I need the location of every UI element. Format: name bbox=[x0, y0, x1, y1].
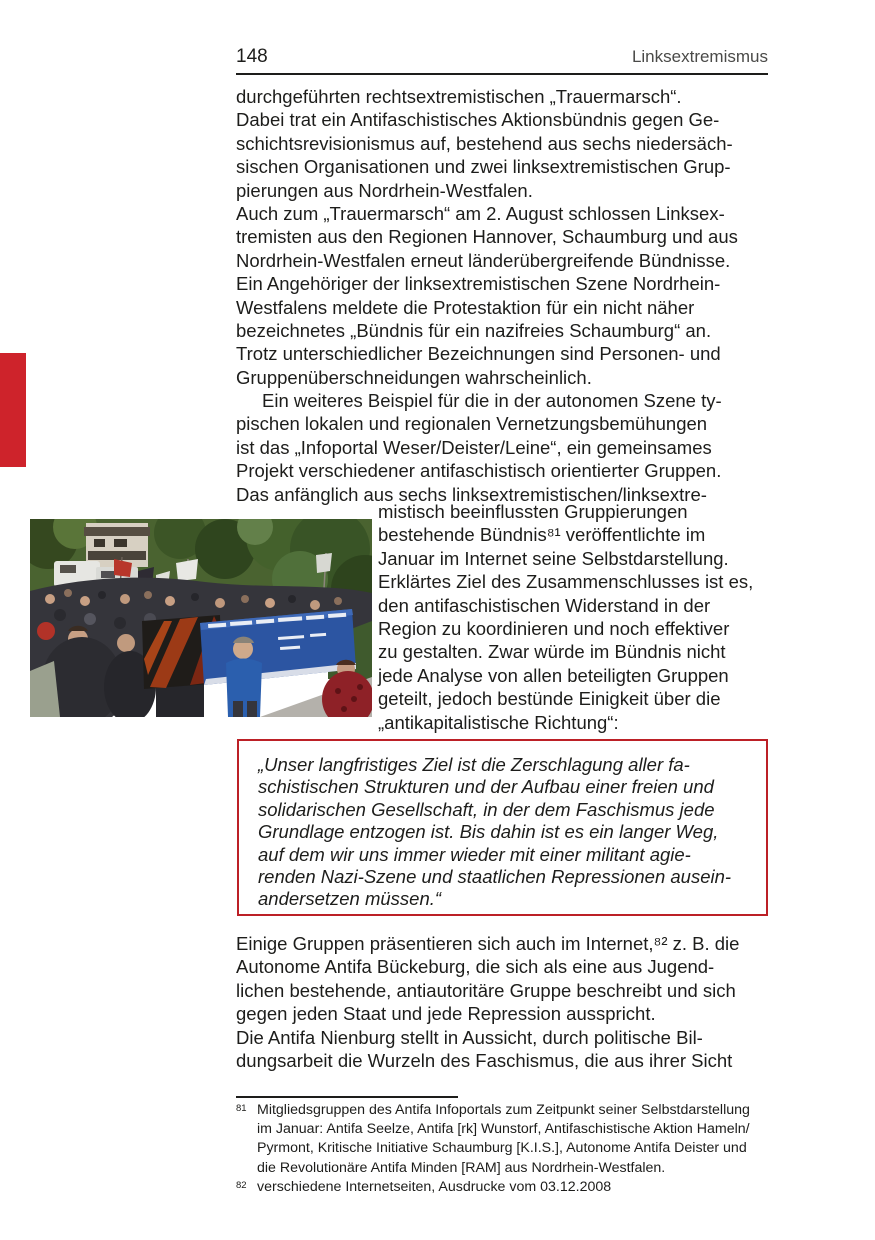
footnote-separator-rule bbox=[236, 1096, 458, 1098]
footnote-82 bbox=[236, 1178, 796, 1197]
text-line: verschiedene Internetseiten, Ausdrucke vom 03.12.2008 bbox=[257, 1178, 612, 1195]
section-title: Linksextremismus bbox=[631, 47, 768, 66]
text-line: im Januar: Antifa Seelze, Antifa [rk] Wunstorf, Antifaschistische Aktion Hameln/ bbox=[257, 1121, 750, 1138]
text-line: Die Antifa Nienburg stellt in Aussicht, durch politische Bil- bbox=[236, 1026, 703, 1048]
text-line: Projekt verschiedener antifaschistisch orientierter Gruppen. bbox=[236, 460, 722, 482]
text-line: mistisch beeinflussten Gruppierungen bbox=[378, 501, 688, 522]
text-line: lichen bestehende, antiautoritäre Gruppe beschreibt und sich bbox=[236, 979, 736, 1001]
text-line: durchgeführten rechtsextremistischen „Trauermarsch“. bbox=[236, 86, 682, 107]
text-line: Auch zum „Trauermarsch“ am 2. August schlossen Linksex- bbox=[236, 203, 725, 225]
footnotes bbox=[236, 1101, 796, 1197]
text-line: den antifaschistischen Widerstand in der bbox=[378, 594, 711, 616]
text-line: schistischen Strukturen und der Aufbau einer freien und bbox=[258, 776, 714, 798]
text-line: Pyrmont, Kritische Initiative Schaumburg [K.I.S.], Autonome Antifa Deister und bbox=[257, 1140, 747, 1157]
page-number: 148 bbox=[236, 46, 268, 67]
text-line: renden Nazi-Szene und staatlichen Repressionen ausein- bbox=[258, 866, 732, 888]
footnote-81 bbox=[236, 1101, 796, 1178]
text-line: bestehende Bündnis⁸¹ veröffentlichte im bbox=[378, 524, 706, 546]
text-line: solidarischen Gesellschaft, in der dem Faschismus jede bbox=[258, 798, 715, 820]
text-line: Einige Gruppen präsentieren sich auch im Internet,⁸² z. B. die bbox=[236, 933, 740, 954]
footnote-text bbox=[257, 1178, 796, 1197]
text-line: auf dem wir uns immer wieder mit einer militant agie- bbox=[258, 843, 691, 865]
protest-march-photo bbox=[30, 519, 372, 717]
text-line: bezeichnetes „Bündnis für ein nazifreies Schaumburg“ an. bbox=[236, 320, 712, 342]
text-line: Nordrhein-Westfalen erneut länderübergreifende Bündnisse. bbox=[236, 249, 731, 271]
paragraph-column bbox=[378, 500, 770, 734]
text-line: gegen jeden Staat und jede Repression ausspricht. bbox=[236, 1003, 656, 1025]
text-line: Region zu koordinieren und noch effektiver bbox=[378, 618, 730, 640]
paragraph-block-2 bbox=[236, 389, 768, 506]
paragraph-block-3 bbox=[236, 932, 776, 1072]
text-line: pischen lokalen und regionalen Vernetzungsbemühungen bbox=[236, 413, 708, 435]
text-line: tremisten aus den Regionen Hannover, Schaumburg und aus bbox=[236, 226, 738, 248]
page-header bbox=[236, 46, 768, 75]
text-line: Trotz unterschiedlicher Bezeichnungen sind Personen- und bbox=[236, 343, 721, 365]
text-line: Mitgliedsgruppen des Antifa Infoportals zum Zeitpunkt seiner Selbstdarstellung bbox=[257, 1102, 750, 1118]
paragraph-block-1 bbox=[236, 85, 768, 389]
text-line: ist das „Infoportal Weser/Deister/Leine“, ein gemeinsames bbox=[236, 436, 712, 458]
text-line: Gruppenüberschneidungen wahrscheinlich. bbox=[236, 366, 592, 388]
text-line: Westfalens meldete die Protestaktion für ein nicht näher bbox=[236, 296, 695, 318]
text-line: jede Analyse von allen beteiligten Gruppen bbox=[378, 664, 729, 686]
text-line: pierungen aus Nordrhein-Westfalen. bbox=[236, 179, 533, 201]
text-line: zu gestalten. Zwar würde im Bündnis nicht bbox=[378, 641, 726, 663]
text-line: geteilt, jedoch bestünde Einigkeit über die bbox=[378, 688, 721, 710]
text-line: Dabei trat ein Antifaschistisches Aktionsbündnis gegen Ge- bbox=[236, 109, 720, 131]
text-line: Autonome Antifa Bückeburg, die sich als eine aus Jugend- bbox=[236, 956, 715, 978]
text-line: Erklärtes Ziel des Zusammenschlusses ist es, bbox=[378, 571, 754, 593]
quote-box bbox=[237, 739, 768, 916]
text-line: schichtsrevisionismus auf, bestehend aus sechs niedersäch- bbox=[236, 132, 733, 154]
quote-text bbox=[258, 754, 750, 911]
text-line: Grundlage entzogen ist. Bis dahin ist es ein langer Weg, bbox=[258, 821, 719, 843]
footnote-text bbox=[257, 1101, 796, 1178]
text-line: Das anfänglich aus sechs linksextremistischen/linksextre- bbox=[236, 483, 707, 505]
text-line: Ein weiteres Beispiel für die in der autonomen Szene ty- bbox=[262, 390, 722, 411]
text-line: dungsarbeit die Wurzeln des Faschismus, die aus ihrer Sicht bbox=[236, 1050, 733, 1072]
text-line: Januar im Internet seine Selbstdarstellung. bbox=[378, 547, 729, 569]
text-line: Ein Angehöriger der linksextremistischen Szene Nordrhein- bbox=[236, 273, 721, 295]
text-line: die Revolutionäre Antifa Minden [RAM] aus Nordrhein-Westfalen. bbox=[257, 1159, 666, 1176]
footnote-marker: 81 bbox=[236, 1103, 247, 1114]
text-line: sischen Organisationen und zwei linksextremistischen Grup- bbox=[236, 156, 731, 178]
text-line: andersetzen müssen.“ bbox=[258, 888, 442, 910]
text-line: „Unser langfristiges Ziel ist die Zerschlagung aller fa- bbox=[258, 754, 690, 775]
text-line: „antikapitalistische Richtung“: bbox=[378, 711, 619, 733]
margin-marker-bar bbox=[0, 353, 26, 467]
footnote-marker: 82 bbox=[236, 1179, 247, 1191]
